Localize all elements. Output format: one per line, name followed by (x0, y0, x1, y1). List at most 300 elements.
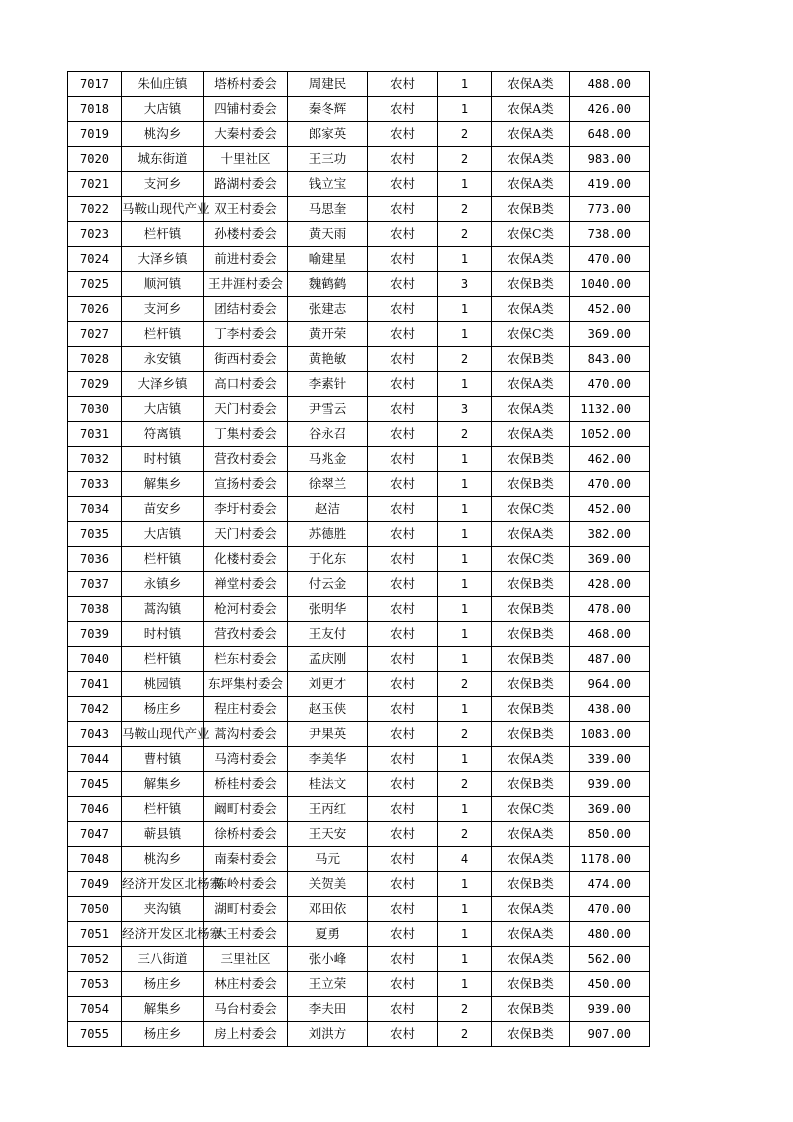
town-cell: 城东街道 (122, 147, 204, 172)
name-cell: 黄天雨 (288, 222, 368, 247)
amount-cell: 470.00 (570, 247, 650, 272)
table-row (68, 747, 650, 772)
household-type-cell: 农村 (368, 222, 438, 247)
record-id-cell: 7027 (68, 322, 122, 347)
count-cell: 1 (438, 622, 492, 647)
name-cell: 王三功 (288, 147, 368, 172)
table-row (68, 372, 650, 397)
town-cell: 符离镇 (122, 422, 204, 447)
record-id-cell: 7044 (68, 747, 122, 772)
village-cell: 马台村委会 (204, 997, 288, 1022)
insurance-class-cell: 农保A类 (492, 897, 570, 922)
table-row (68, 772, 650, 797)
insurance-class-cell: 农保A类 (492, 147, 570, 172)
insurance-class-cell: 农保B类 (492, 572, 570, 597)
count-cell: 1 (438, 522, 492, 547)
record-id-cell: 7031 (68, 422, 122, 447)
amount-cell: 468.00 (570, 622, 650, 647)
insurance-class-cell: 农保B类 (492, 647, 570, 672)
town-cell: 解集乡 (122, 997, 204, 1022)
name-cell: 张小峰 (288, 947, 368, 972)
village-cell: 南秦村委会 (204, 847, 288, 872)
amount-cell: 462.00 (570, 447, 650, 472)
table-row (68, 347, 650, 372)
town-cell: 杨庄乡 (122, 972, 204, 997)
record-id-cell: 7032 (68, 447, 122, 472)
town-cell: 解集乡 (122, 472, 204, 497)
record-id-cell: 7023 (68, 222, 122, 247)
table-row (68, 172, 650, 197)
table-row (68, 897, 650, 922)
town-cell: 时村镇 (122, 447, 204, 472)
household-type-cell: 农村 (368, 897, 438, 922)
town-cell: 顺河镇 (122, 272, 204, 297)
household-type-cell: 农村 (368, 722, 438, 747)
household-type-cell: 农村 (368, 397, 438, 422)
village-cell: 东坪集村委会 (204, 672, 288, 697)
count-cell: 1 (438, 297, 492, 322)
insurance-class-cell: 农保C类 (492, 222, 570, 247)
town-cell: 桃沟乡 (122, 847, 204, 872)
village-cell: 蒿沟村委会 (204, 722, 288, 747)
household-type-cell: 农村 (368, 697, 438, 722)
household-type-cell: 农村 (368, 847, 438, 872)
insurance-class-cell: 农保A类 (492, 97, 570, 122)
table-row (68, 447, 650, 472)
table-row (68, 572, 650, 597)
household-type-cell: 农村 (368, 272, 438, 297)
record-id-cell: 7026 (68, 297, 122, 322)
name-cell: 桂法文 (288, 772, 368, 797)
insurance-class-cell: 农保B类 (492, 672, 570, 697)
household-type-cell: 农村 (368, 147, 438, 172)
town-cell: 三八街道 (122, 947, 204, 972)
count-cell: 1 (438, 647, 492, 672)
amount-cell: 1083.00 (570, 722, 650, 747)
insurance-class-cell: 农保A类 (492, 122, 570, 147)
record-id-cell: 7022 (68, 197, 122, 222)
record-id-cell: 7042 (68, 697, 122, 722)
town-cell: 大店镇 (122, 397, 204, 422)
table-row (68, 597, 650, 622)
village-cell: 桥桂村委会 (204, 772, 288, 797)
table-row (68, 847, 650, 872)
table-row (68, 822, 650, 847)
table-row (68, 972, 650, 997)
village-cell: 十里社区 (204, 147, 288, 172)
count-cell: 1 (438, 572, 492, 597)
amount-cell: 907.00 (570, 1022, 650, 1047)
name-cell: 于化东 (288, 547, 368, 572)
record-id-cell: 7028 (68, 347, 122, 372)
name-cell: 李夫田 (288, 997, 368, 1022)
count-cell: 2 (438, 122, 492, 147)
record-id-cell: 7038 (68, 597, 122, 622)
village-cell: 栏东村委会 (204, 647, 288, 672)
town-cell: 永镇乡 (122, 572, 204, 597)
household-type-cell: 农村 (368, 97, 438, 122)
village-cell: 路湖村委会 (204, 172, 288, 197)
name-cell: 王天安 (288, 822, 368, 847)
village-cell: 禅堂村委会 (204, 572, 288, 597)
insurance-class-cell: 农保A类 (492, 297, 570, 322)
town-cell: 大泽乡镇 (122, 247, 204, 272)
town-cell: 曹村镇 (122, 747, 204, 772)
insurance-class-cell: 农保B类 (492, 772, 570, 797)
amount-cell: 452.00 (570, 497, 650, 522)
record-id-cell: 7029 (68, 372, 122, 397)
village-cell: 三里社区 (204, 947, 288, 972)
table-row (68, 797, 650, 822)
record-id-cell: 7020 (68, 147, 122, 172)
name-cell: 苏德胜 (288, 522, 368, 547)
amount-cell: 419.00 (570, 172, 650, 197)
household-type-cell: 农村 (368, 597, 438, 622)
count-cell: 2 (438, 197, 492, 222)
amount-cell: 773.00 (570, 197, 650, 222)
household-type-cell: 农村 (368, 197, 438, 222)
insurance-class-cell: 农保B类 (492, 597, 570, 622)
record-id-cell: 7041 (68, 672, 122, 697)
count-cell: 1 (438, 247, 492, 272)
village-cell: 孙楼村委会 (204, 222, 288, 247)
household-type-cell: 农村 (368, 547, 438, 572)
insurance-class-cell: 农保B类 (492, 197, 570, 222)
count-cell: 2 (438, 772, 492, 797)
town-cell: 栏杆镇 (122, 547, 204, 572)
household-type-cell: 农村 (368, 772, 438, 797)
count-cell: 3 (438, 397, 492, 422)
insurance-class-cell: 农保B类 (492, 447, 570, 472)
amount-cell: 452.00 (570, 297, 650, 322)
count-cell: 3 (438, 272, 492, 297)
insurance-class-cell: 农保B类 (492, 472, 570, 497)
insurance-class-cell: 农保A类 (492, 847, 570, 872)
town-cell: 朱仙庄镇 (122, 72, 204, 97)
town-cell: 时村镇 (122, 622, 204, 647)
insurance-class-cell: 农保B类 (492, 972, 570, 997)
name-cell: 刘洪方 (288, 1022, 368, 1047)
table-row (68, 97, 650, 122)
name-cell: 邓田依 (288, 897, 368, 922)
table-row (68, 647, 650, 672)
table-row (68, 397, 650, 422)
town-cell: 桃园镇 (122, 672, 204, 697)
amount-cell: 964.00 (570, 672, 650, 697)
village-cell: 枪河村委会 (204, 597, 288, 622)
record-id-cell: 7019 (68, 122, 122, 147)
record-id-cell: 7024 (68, 247, 122, 272)
household-type-cell: 农村 (368, 472, 438, 497)
amount-cell: 983.00 (570, 147, 650, 172)
amount-cell: 850.00 (570, 822, 650, 847)
town-cell: 栏杆镇 (122, 322, 204, 347)
count-cell: 1 (438, 172, 492, 197)
amount-cell: 450.00 (570, 972, 650, 997)
household-type-cell: 农村 (368, 497, 438, 522)
household-type-cell: 农村 (368, 622, 438, 647)
table-row (68, 247, 650, 272)
household-type-cell: 农村 (368, 922, 438, 947)
name-cell: 张明华 (288, 597, 368, 622)
household-type-cell: 农村 (368, 422, 438, 447)
name-cell: 喻建星 (288, 247, 368, 272)
record-id-cell: 7017 (68, 72, 122, 97)
household-type-cell: 农村 (368, 1022, 438, 1047)
count-cell: 1 (438, 922, 492, 947)
village-cell: 丁李村委会 (204, 322, 288, 347)
town-cell: 栏杆镇 (122, 222, 204, 247)
name-cell: 黄开荣 (288, 322, 368, 347)
household-type-cell: 农村 (368, 372, 438, 397)
table-row (68, 1022, 650, 1047)
village-cell: 高口村委会 (204, 372, 288, 397)
village-cell: 房上村委会 (204, 1022, 288, 1047)
name-cell: 王丙红 (288, 797, 368, 822)
name-cell: 马兆金 (288, 447, 368, 472)
table-row (68, 672, 650, 697)
table-row (68, 472, 650, 497)
town-cell: 大泽乡镇 (122, 372, 204, 397)
town-cell: 经济开发区北杨寨 (122, 872, 204, 897)
name-cell: 孟庆刚 (288, 647, 368, 672)
table-row (68, 997, 650, 1022)
table-row (68, 322, 650, 347)
insurance-class-cell: 农保B类 (492, 1022, 570, 1047)
household-type-cell: 农村 (368, 822, 438, 847)
town-cell: 永安镇 (122, 347, 204, 372)
count-cell: 2 (438, 722, 492, 747)
record-id-cell: 7037 (68, 572, 122, 597)
count-cell: 2 (438, 822, 492, 847)
name-cell: 尹果英 (288, 722, 368, 747)
village-cell: 街西村委会 (204, 347, 288, 372)
count-cell: 1 (438, 947, 492, 972)
count-cell: 1 (438, 447, 492, 472)
village-cell: 徐桥村委会 (204, 822, 288, 847)
household-type-cell: 农村 (368, 122, 438, 147)
amount-cell: 843.00 (570, 347, 650, 372)
town-cell: 大店镇 (122, 97, 204, 122)
record-id-cell: 7050 (68, 897, 122, 922)
table-row (68, 922, 650, 947)
table-row (68, 947, 650, 972)
village-cell: 化楼村委会 (204, 547, 288, 572)
record-id-cell: 7054 (68, 997, 122, 1022)
name-cell: 夏勇 (288, 922, 368, 947)
household-type-cell: 农村 (368, 247, 438, 272)
town-cell: 马鞍山现代产业 (122, 722, 204, 747)
amount-cell: 470.00 (570, 472, 650, 497)
village-cell: 陈岭村委会 (204, 872, 288, 897)
count-cell: 1 (438, 597, 492, 622)
count-cell: 2 (438, 1022, 492, 1047)
insurance-class-cell: 农保A类 (492, 397, 570, 422)
town-cell: 解集乡 (122, 772, 204, 797)
name-cell: 魏鹤鹤 (288, 272, 368, 297)
name-cell: 李素针 (288, 372, 368, 397)
count-cell: 2 (438, 147, 492, 172)
insurance-class-cell: 农保A类 (492, 822, 570, 847)
table-row (68, 547, 650, 572)
count-cell: 1 (438, 372, 492, 397)
town-cell: 支河乡 (122, 172, 204, 197)
town-cell: 蒿沟镇 (122, 597, 204, 622)
name-cell: 王立荣 (288, 972, 368, 997)
count-cell: 1 (438, 972, 492, 997)
village-cell: 塔桥村委会 (204, 72, 288, 97)
insurance-class-cell: 农保B类 (492, 272, 570, 297)
record-id-cell: 7048 (68, 847, 122, 872)
amount-cell: 488.00 (570, 72, 650, 97)
record-id-cell: 7034 (68, 497, 122, 522)
amount-cell: 426.00 (570, 97, 650, 122)
count-cell: 2 (438, 222, 492, 247)
amount-cell: 369.00 (570, 322, 650, 347)
village-cell: 湖町村委会 (204, 897, 288, 922)
household-type-cell: 农村 (368, 797, 438, 822)
village-cell: 李圩村委会 (204, 497, 288, 522)
town-cell: 蕲县镇 (122, 822, 204, 847)
count-cell: 1 (438, 322, 492, 347)
name-cell: 徐翠兰 (288, 472, 368, 497)
table-row (68, 147, 650, 172)
amount-cell: 562.00 (570, 947, 650, 972)
record-id-cell: 7018 (68, 97, 122, 122)
insurance-class-cell: 农保A类 (492, 72, 570, 97)
count-cell: 1 (438, 747, 492, 772)
village-cell: 营孜村委会 (204, 622, 288, 647)
record-id-cell: 7035 (68, 522, 122, 547)
household-type-cell: 农村 (368, 997, 438, 1022)
town-cell: 大店镇 (122, 522, 204, 547)
household-type-cell: 农村 (368, 447, 438, 472)
name-cell: 郎家英 (288, 122, 368, 147)
table-row (68, 297, 650, 322)
amount-cell: 438.00 (570, 697, 650, 722)
household-type-cell: 农村 (368, 947, 438, 972)
amount-cell: 1040.00 (570, 272, 650, 297)
amount-cell: 1052.00 (570, 422, 650, 447)
name-cell: 赵洁 (288, 497, 368, 522)
village-cell: 大秦村委会 (204, 122, 288, 147)
insurance-class-cell: 农保A类 (492, 747, 570, 772)
amount-cell: 1178.00 (570, 847, 650, 872)
table-row (68, 722, 650, 747)
name-cell: 王友付 (288, 622, 368, 647)
village-cell: 马湾村委会 (204, 747, 288, 772)
village-cell: 团结村委会 (204, 297, 288, 322)
amount-cell: 480.00 (570, 922, 650, 947)
table-body (68, 72, 650, 1047)
insurance-class-cell: 农保B类 (492, 347, 570, 372)
village-cell: 前进村委会 (204, 247, 288, 272)
insurance-class-cell: 农保C类 (492, 797, 570, 822)
name-cell: 谷永召 (288, 422, 368, 447)
name-cell: 关贺美 (288, 872, 368, 897)
village-cell: 丁集村委会 (204, 422, 288, 447)
table-row (68, 122, 650, 147)
village-cell: 天门村委会 (204, 522, 288, 547)
town-cell: 经济开发区北杨寨 (122, 922, 204, 947)
table-row (68, 197, 650, 222)
table-row (68, 697, 650, 722)
amount-cell: 648.00 (570, 122, 650, 147)
insurance-class-cell: 农保A类 (492, 172, 570, 197)
amount-cell: 478.00 (570, 597, 650, 622)
record-id-cell: 7051 (68, 922, 122, 947)
count-cell: 1 (438, 797, 492, 822)
count-cell: 2 (438, 347, 492, 372)
record-id-cell: 7053 (68, 972, 122, 997)
town-cell: 栏杆镇 (122, 647, 204, 672)
village-cell: 程庄村委会 (204, 697, 288, 722)
insurance-class-cell: 农保A类 (492, 947, 570, 972)
household-type-cell: 农村 (368, 522, 438, 547)
name-cell: 黄艳敏 (288, 347, 368, 372)
village-cell: 营孜村委会 (204, 447, 288, 472)
town-cell: 苗安乡 (122, 497, 204, 522)
household-type-cell: 农村 (368, 572, 438, 597)
insurance-class-cell: 农保B类 (492, 622, 570, 647)
count-cell: 1 (438, 472, 492, 497)
amount-cell: 939.00 (570, 997, 650, 1022)
insurance-class-cell: 农保A类 (492, 922, 570, 947)
town-cell: 夹沟镇 (122, 897, 204, 922)
name-cell: 秦冬辉 (288, 97, 368, 122)
table-row (68, 622, 650, 647)
town-cell: 栏杆镇 (122, 797, 204, 822)
record-id-cell: 7036 (68, 547, 122, 572)
table-row (68, 522, 650, 547)
household-type-cell: 农村 (368, 672, 438, 697)
household-type-cell: 农村 (368, 872, 438, 897)
count-cell: 2 (438, 997, 492, 1022)
insurance-class-cell: 农保C类 (492, 497, 570, 522)
name-cell: 尹雪云 (288, 397, 368, 422)
amount-cell: 939.00 (570, 772, 650, 797)
records-table (67, 71, 650, 1047)
amount-cell: 738.00 (570, 222, 650, 247)
record-id-cell: 7046 (68, 797, 122, 822)
count-cell: 1 (438, 872, 492, 897)
town-cell: 桃沟乡 (122, 122, 204, 147)
record-id-cell: 7039 (68, 622, 122, 647)
insurance-class-cell: 农保A类 (492, 422, 570, 447)
count-cell: 1 (438, 97, 492, 122)
village-cell: 阚町村委会 (204, 797, 288, 822)
insurance-class-cell: 农保B类 (492, 697, 570, 722)
insurance-class-cell: 农保A类 (492, 247, 570, 272)
table-row (68, 872, 650, 897)
village-cell: 四铺村委会 (204, 97, 288, 122)
count-cell: 2 (438, 422, 492, 447)
amount-cell: 339.00 (570, 747, 650, 772)
amount-cell: 487.00 (570, 647, 650, 672)
village-cell: 天门村委会 (204, 397, 288, 422)
table-row (68, 422, 650, 447)
household-type-cell: 农村 (368, 322, 438, 347)
table-row (68, 222, 650, 247)
table-row (68, 497, 650, 522)
record-id-cell: 7030 (68, 397, 122, 422)
household-type-cell: 农村 (368, 347, 438, 372)
town-cell: 杨庄乡 (122, 1022, 204, 1047)
record-id-cell: 7047 (68, 822, 122, 847)
record-id-cell: 7055 (68, 1022, 122, 1047)
table-row (68, 72, 650, 97)
amount-cell: 474.00 (570, 872, 650, 897)
